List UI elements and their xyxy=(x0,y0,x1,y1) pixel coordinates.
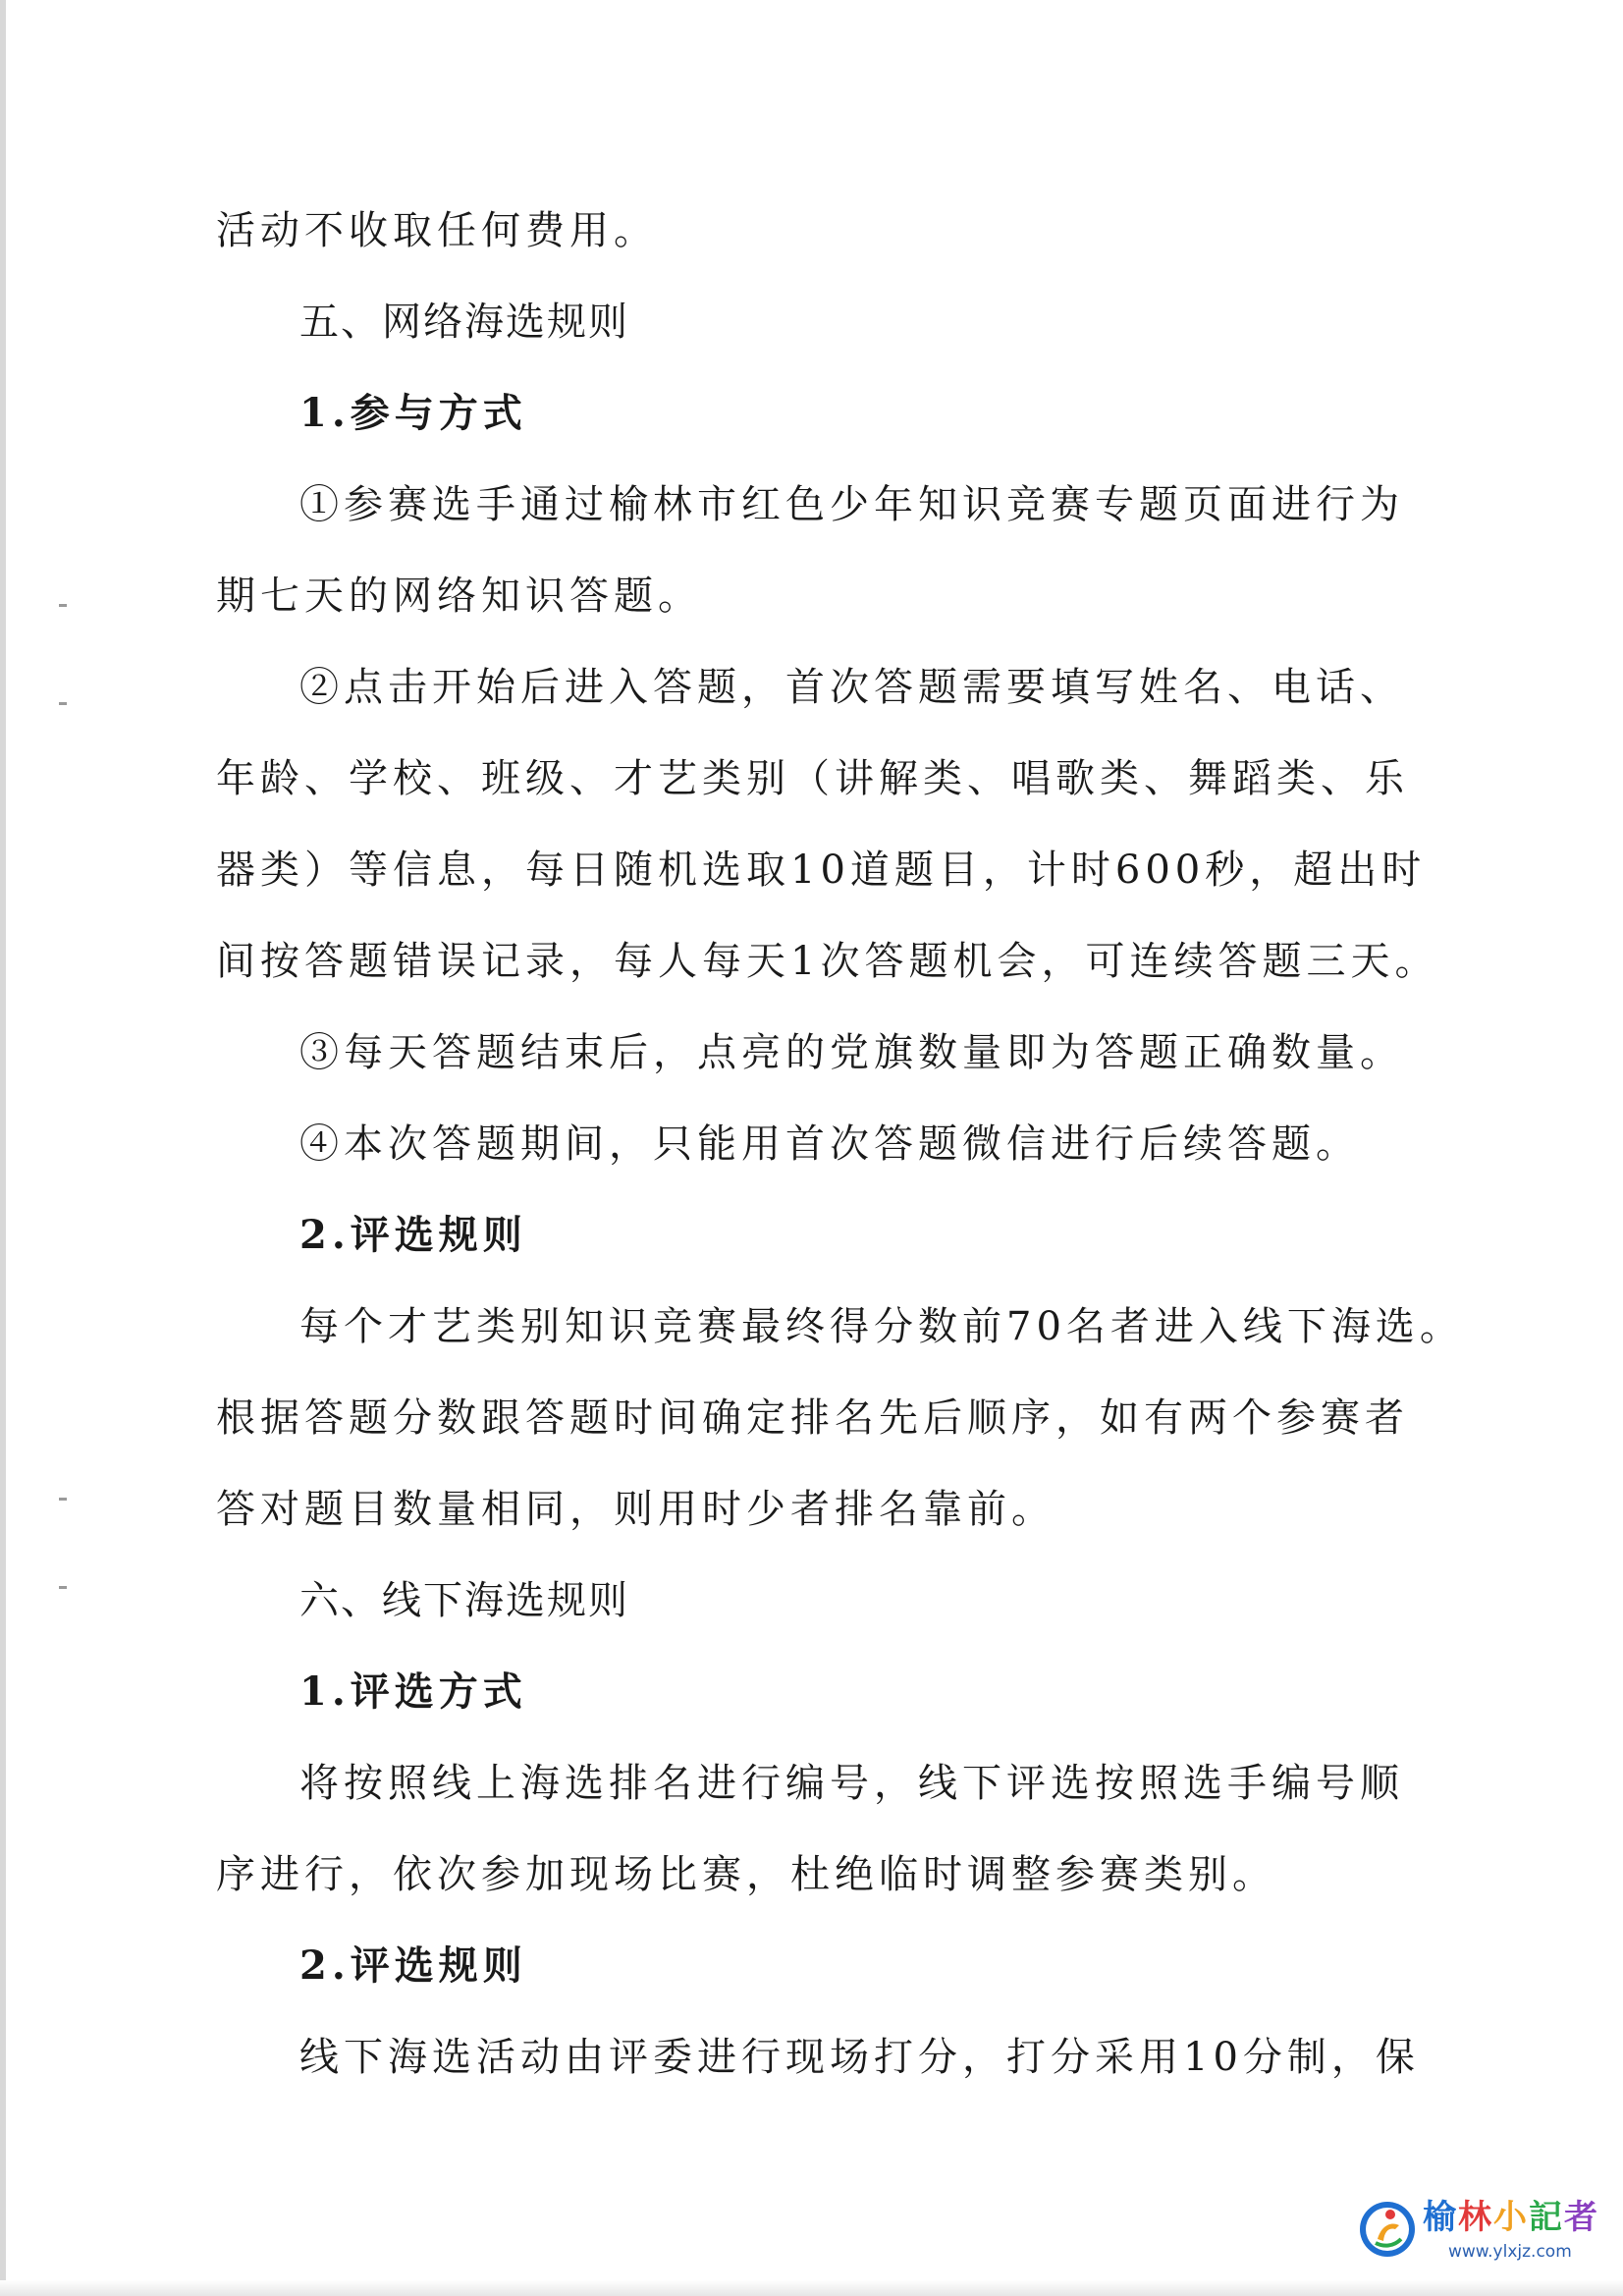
paragraph-line: 每个才艺类别知识竞赛最终得分数前70名者进入线下海选。 xyxy=(299,1304,1464,1349)
paragraph-line: ④本次答题期间，只能用首次答题微信进行后续答题。 xyxy=(299,1121,1360,1167)
sub-heading-participation: 1.参与方式 xyxy=(299,390,527,436)
watermark-name-char: 林 xyxy=(1458,2198,1493,2237)
paragraph-line: 将按照线上海选排名进行编号，线下评选按照选手编号顺 xyxy=(299,1761,1404,1806)
watermark-name xyxy=(1423,2196,1599,2239)
paragraph-line: ③每天答题结束后，点亮的党旗数量即为答题正确数量。 xyxy=(299,1030,1404,1075)
scan-mark xyxy=(59,1586,67,1589)
paragraph-line: 期七天的网络知识答题。 xyxy=(216,574,702,619)
page-bottom-edge xyxy=(0,2280,1623,2296)
section-heading-offline-selection: 六、线下海选规则 xyxy=(299,1578,629,1623)
section-heading-online-selection: 五、网络海选规则 xyxy=(299,300,629,345)
sub-heading-selection-rules: 2.评选规则 xyxy=(299,1942,527,1989)
scan-mark xyxy=(59,1498,67,1501)
scan-mark xyxy=(59,702,67,705)
sub-heading-selection-rules: 2.评选规则 xyxy=(299,1212,527,1258)
ylxjz-logo-icon xyxy=(1358,2200,1417,2259)
paragraph-line: ①参赛选手通过榆林市红色少年知识竞赛专题页面进行为 xyxy=(299,482,1404,527)
watermark xyxy=(1358,2196,1603,2267)
paragraph-line: 年龄、学校、班级、才艺类别（讲解类、唱歌类、舞蹈类、乐 xyxy=(216,756,1409,801)
sub-heading-selection-method: 1.评选方式 xyxy=(299,1668,527,1715)
page-left-edge xyxy=(0,0,6,2296)
watermark-url: www.ylxjz.com xyxy=(1448,2242,1572,2262)
paragraph-line: 器类）等信息，每日随机选取10道题目，计时600秒，超出时 xyxy=(216,847,1427,893)
paragraph-line: 活动不收取任何费用。 xyxy=(216,208,658,253)
paragraph-line: 根据答题分数跟答题时间确定排名先后顺序，如有两个参赛者 xyxy=(216,1395,1409,1441)
paragraph-line: 间按答题错误记录，每人每天1次答题机会，可连续答题三天。 xyxy=(216,939,1439,984)
paragraph-line: ②点击开始后进入答题，首次答题需要填写姓名、电话、 xyxy=(299,665,1404,710)
scan-mark xyxy=(59,604,67,607)
watermark-name-char: 小 xyxy=(1493,2198,1529,2237)
paragraph-line: 线下海选活动由评委进行现场打分，打分采用10分制，保 xyxy=(299,2035,1420,2080)
watermark-name-char: 者 xyxy=(1564,2198,1599,2237)
paragraph-line: 序进行，依次参加现场比赛，杜绝临时调整参赛类别。 xyxy=(216,1852,1276,1897)
watermark-name-char: 榆 xyxy=(1423,2198,1458,2237)
paragraph-line: 答对题目数量相同，则用时少者排名靠前。 xyxy=(216,1487,1055,1532)
watermark-name-char: 記 xyxy=(1529,2198,1564,2237)
